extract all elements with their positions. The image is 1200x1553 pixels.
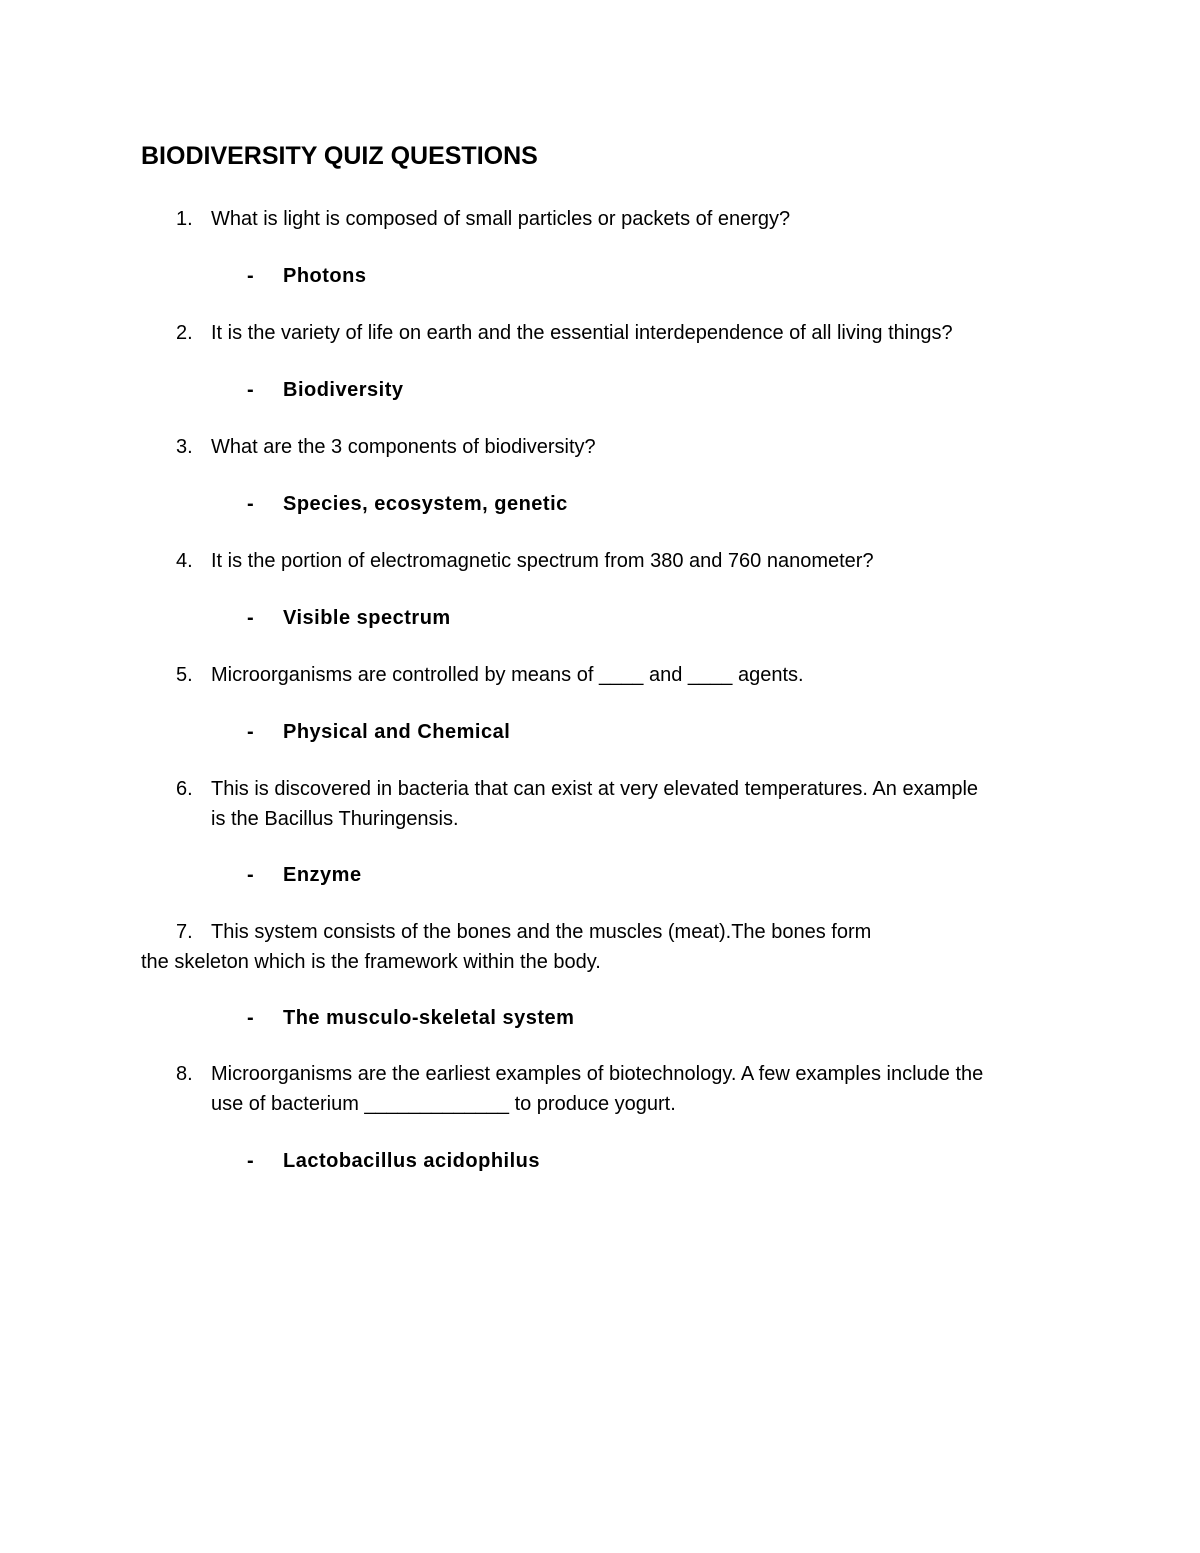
answer-marker: - (247, 607, 255, 629)
answer-marker: - (247, 265, 255, 287)
answer-text: Photons (283, 265, 367, 287)
question-text-line: use of bacterium _____________ to produce yogurt. (211, 1093, 676, 1115)
question-text: Microorganisms are controlled by means of ____ and ____ agents. (211, 664, 804, 686)
question-text: It is the variety of life on earth and the essential interdependence of all living things? (211, 322, 953, 344)
question-number: 3. (176, 436, 193, 458)
answer-text: Lactobacillus acidophilus (283, 1150, 540, 1172)
answer-marker: - (247, 1007, 255, 1029)
question-text-continuation: the skeleton which is the framework within the body. (141, 951, 601, 973)
answer-text: Enzyme (283, 864, 362, 886)
question-number: 7. (176, 921, 193, 943)
question-text-line: This is discovered in bacteria that can exist at very elevated temperatures. An example (211, 778, 979, 800)
question-text: It is the portion of electromagnetic spectrum from 380 and 760 nanometer? (211, 550, 874, 572)
question-text (211, 774, 978, 834)
answer-marker: - (247, 379, 255, 401)
question-number: 4. (176, 550, 193, 572)
answer-marker: - (247, 864, 255, 886)
question-text: This system consists of the bones and the muscles (meat).The bones form (211, 921, 872, 943)
answer-marker: - (247, 493, 255, 515)
question-number: 8. (176, 1063, 193, 1085)
answer-text: Biodiversity (283, 379, 404, 401)
answer-text: Visible spectrum (283, 607, 451, 629)
question-number: 5. (176, 664, 193, 686)
answer-marker: - (247, 721, 255, 743)
answer-text: Species, ecosystem, genetic (283, 493, 568, 515)
question-number: 6. (176, 778, 193, 800)
answer-marker: - (247, 1150, 255, 1172)
answer-text: Physical and Chemical (283, 721, 511, 743)
question-text: What is light is composed of small particles or packets of energy? (211, 208, 791, 230)
question-text-line: Microorganisms are the earliest examples of biotechnology. A few examples include the (211, 1063, 984, 1085)
question-text (211, 1059, 983, 1119)
page-title: BIODIVERSITY QUIZ QUESTIONS (141, 142, 538, 170)
question-text-line: is the Bacillus Thuringensis. (211, 808, 459, 830)
answer-text: The musculo-skeletal system (283, 1007, 575, 1029)
question-number: 2. (176, 322, 193, 344)
question-text: What are the 3 components of biodiversity? (211, 436, 596, 458)
question-number: 1. (176, 208, 193, 230)
